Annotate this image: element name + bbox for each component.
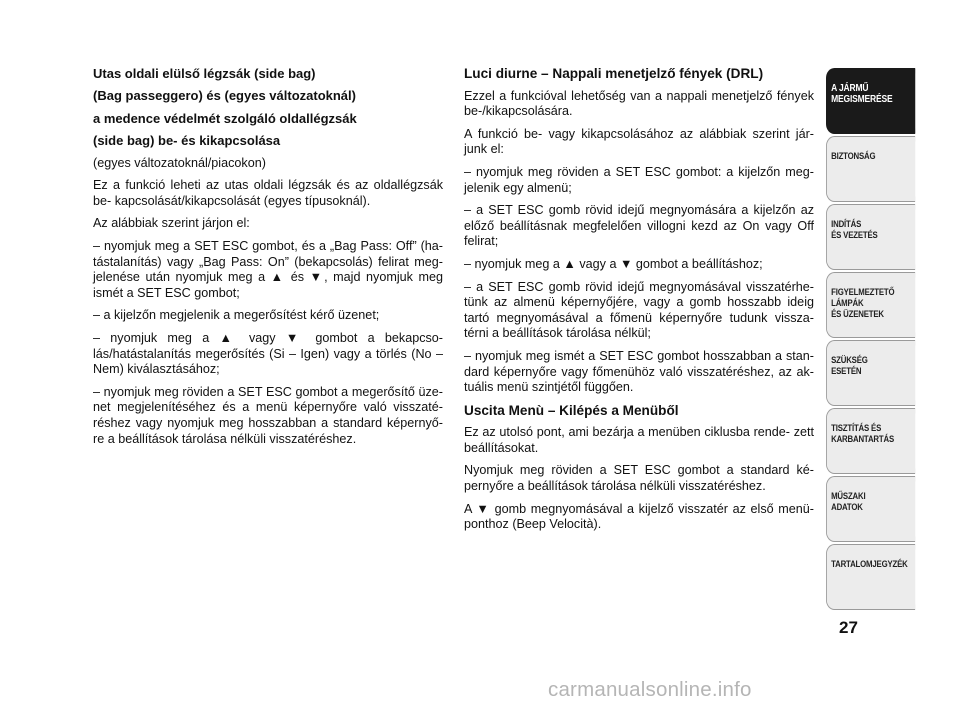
paragraph: – a SET ESC gomb rövid idejű megnyomására a kijelzőn az előző beállításnak megfelelően villogni kezd az On vagy Off felirat; xyxy=(464,203,814,249)
paragraph: Ez a funkció leheti az utas oldali légzsák és az oldallégzsák be- kapcsolását/kikapcsolását (egyes típusoknál). xyxy=(93,178,443,208)
section-title-line: a medence védelmét szolgáló oldallégzsák xyxy=(93,110,357,126)
section-title: Luci diurne – Nappali menetjelző fények (DRL) xyxy=(464,66,764,81)
paragraph: – nyomjuk meg a ▲ vagy ▼ gombot a bekapcso- lás/hatástalanítás megerősítés (Si – Igen) vagy a törlés (No – Nem) kiválasztásához; xyxy=(93,330,443,377)
section-title: Uscita Menù – Kilépés a Menüből xyxy=(464,402,679,418)
tab-label: A JÁRMŰ MEGISMERÉSE xyxy=(831,83,893,105)
tab-jarmu-megismerese[interactable] xyxy=(826,68,915,134)
tab-inditas-es-vezetes[interactable] xyxy=(826,204,915,270)
paragraph: Az alábbiak szerint járjon el: xyxy=(93,216,250,231)
tab-figyelmezteto-lampak[interactable] xyxy=(826,272,915,338)
tab-muszaki-adatok[interactable] xyxy=(826,476,915,542)
section-title-line: (side bag) be- és kikapcsolása xyxy=(93,133,281,149)
tab-tisztitas-karbantartas[interactable] xyxy=(826,408,915,474)
tab-label: INDÍTÁS ÉS VEZETÉS xyxy=(831,219,878,240)
section-title-line: Utas oldali elülső légzsák (side bag) xyxy=(93,66,316,81)
tab-label: FIGYELMEZTETŐ LÁMPÁK ÉS ÜZENETEK xyxy=(831,287,895,319)
paragraph: – nyomjuk meg röviden a SET ESC gombot a megerősítő üze- net megjelenítéséhez és a menü képernyőre való visszaté- réshez vagy nyomjuk meg hosszabban a standard képernyő- re a beállítások tárolása nélküli visszatéréshez. xyxy=(93,384,443,446)
paragraph: – nyomjuk meg a ▲ vagy a ▼ gombot a beállításhoz; xyxy=(464,256,763,271)
tab-label: BIZTONSÁG xyxy=(831,151,876,161)
right-column xyxy=(464,66,814,540)
section-title-line: (Bag passeggero) és (egyes változatoknál) xyxy=(93,88,356,104)
tab-biztonsag[interactable] xyxy=(826,136,915,202)
section-subtitle: (egyes változatoknál/piacokon) xyxy=(93,155,266,170)
tab-label: TARTALOMJEGYZÉK xyxy=(831,559,908,569)
watermark: carmanualsonline.info xyxy=(548,678,752,701)
paragraph: – a SET ESC gomb rövid idejű megnyomásával visszatérhe- tünk az almenü képernyőjére, vagy a gomb hosszabb ideig tartó megnyomásával a főmenü képernyőre tudunk vissza- térni a beállítások tárolása nélkül; xyxy=(464,279,814,341)
paragraph: – nyomjuk meg a SET ESC gombot, és a „Bag Pass: Off” (ha- tástalanítás) vagy „Bag Pass: On” (bekapcsolás) felirat meg- jelenése után nyomjuk meg a ▲ és ▼, majd nyomjuk meg ismét a SET ESC gombot; xyxy=(93,239,443,300)
tab-label: SZÜKSÉG ESETÉN xyxy=(831,355,868,376)
paragraph: – a kijelzőn megjelenik a megerősítést kérő üzenet; xyxy=(93,308,380,323)
tab-label: TISZTÍTÁS ÉS KARBANTARTÁS xyxy=(831,423,894,444)
page-number: 27 xyxy=(839,618,858,637)
paragraph: A funkció be- vagy kikapcsolásához az alábbiak szerint jár- junk el: xyxy=(464,126,814,157)
paragraph: Ez az utolsó pont, ami bezárja a menüben ciklusba rende- zett beállításokat. xyxy=(464,425,814,455)
paragraph: Nyomjuk meg röviden a SET ESC gombot a standard ké- pernyőre a beállítások tárolása nélküli visszatéréshez. xyxy=(464,463,814,494)
tab-tartalomjegyzek[interactable] xyxy=(826,544,915,610)
paragraph: A ▼ gomb megnyomásával a kijelző visszatér az első menü- ponthoz (Beep Velocità). xyxy=(464,501,814,532)
chapter-tabs xyxy=(826,68,916,612)
tab-szukseg-eseten[interactable] xyxy=(826,340,915,406)
paragraph: – nyomjuk meg ismét a SET ESC gombot hosszabban a stan- dard képernyőre vagy főmenühöz való visszatéréshez, az ak- tuális menü szintjétől függően. xyxy=(464,348,814,395)
left-column xyxy=(93,66,443,454)
paragraph: – nyomjuk meg röviden a SET ESC gombot: a kijelzőn meg- jelenik egy almenü; xyxy=(464,164,814,195)
tab-label: MŰSZAKI ADATOK xyxy=(831,491,866,512)
paragraph: Ezzel a funkcióval lehetőség van a nappali menetjelző fények be-/kikapcsolására. xyxy=(464,88,814,119)
